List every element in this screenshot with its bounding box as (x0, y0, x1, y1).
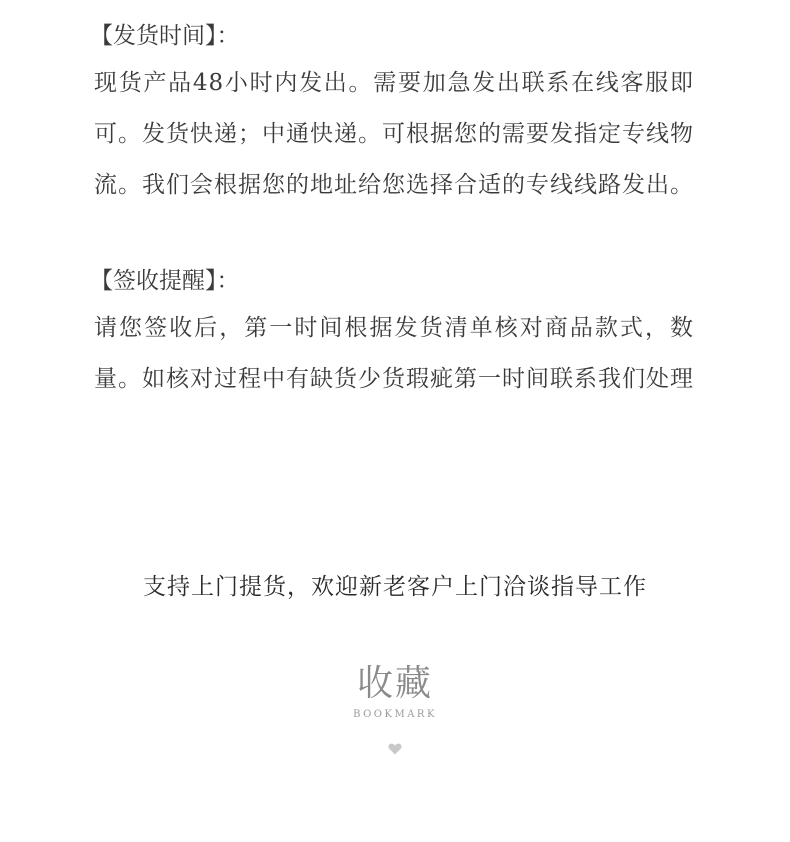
section-spacer (94, 211, 694, 259)
receipt-body: 请您签收后，第一时间根据发货清单核对商品款式，数量。如核对过程中有缺货少货瑕疵第一时间联系我们处理 (94, 315, 694, 392)
bookmark-title[interactable]: 收藏 (356, 663, 433, 704)
pickup-notice: 支持上门提货，欢迎新老客户上门洽谈指导工作 (143, 574, 647, 600)
shipping-body: 现货产品48小时内发出。需要加急发出联系在线客服即可。发货快递；中通快递。可根据您的需要发指定专线物流。我们会根据您的地址给您选择合适的专线线路发出。 (94, 70, 694, 198)
receipt-section (90, 259, 694, 405)
info-content (90, 14, 694, 405)
shipping-heading: 【发货时间】： (90, 23, 240, 49)
bookmark-subtitle: BOOKMARK (353, 709, 437, 720)
receipt-heading: 【签收提醒】： (90, 268, 240, 294)
bookmark-block[interactable] (0, 662, 790, 754)
shipping-section (90, 14, 694, 211)
heart-icon[interactable] (388, 743, 402, 755)
